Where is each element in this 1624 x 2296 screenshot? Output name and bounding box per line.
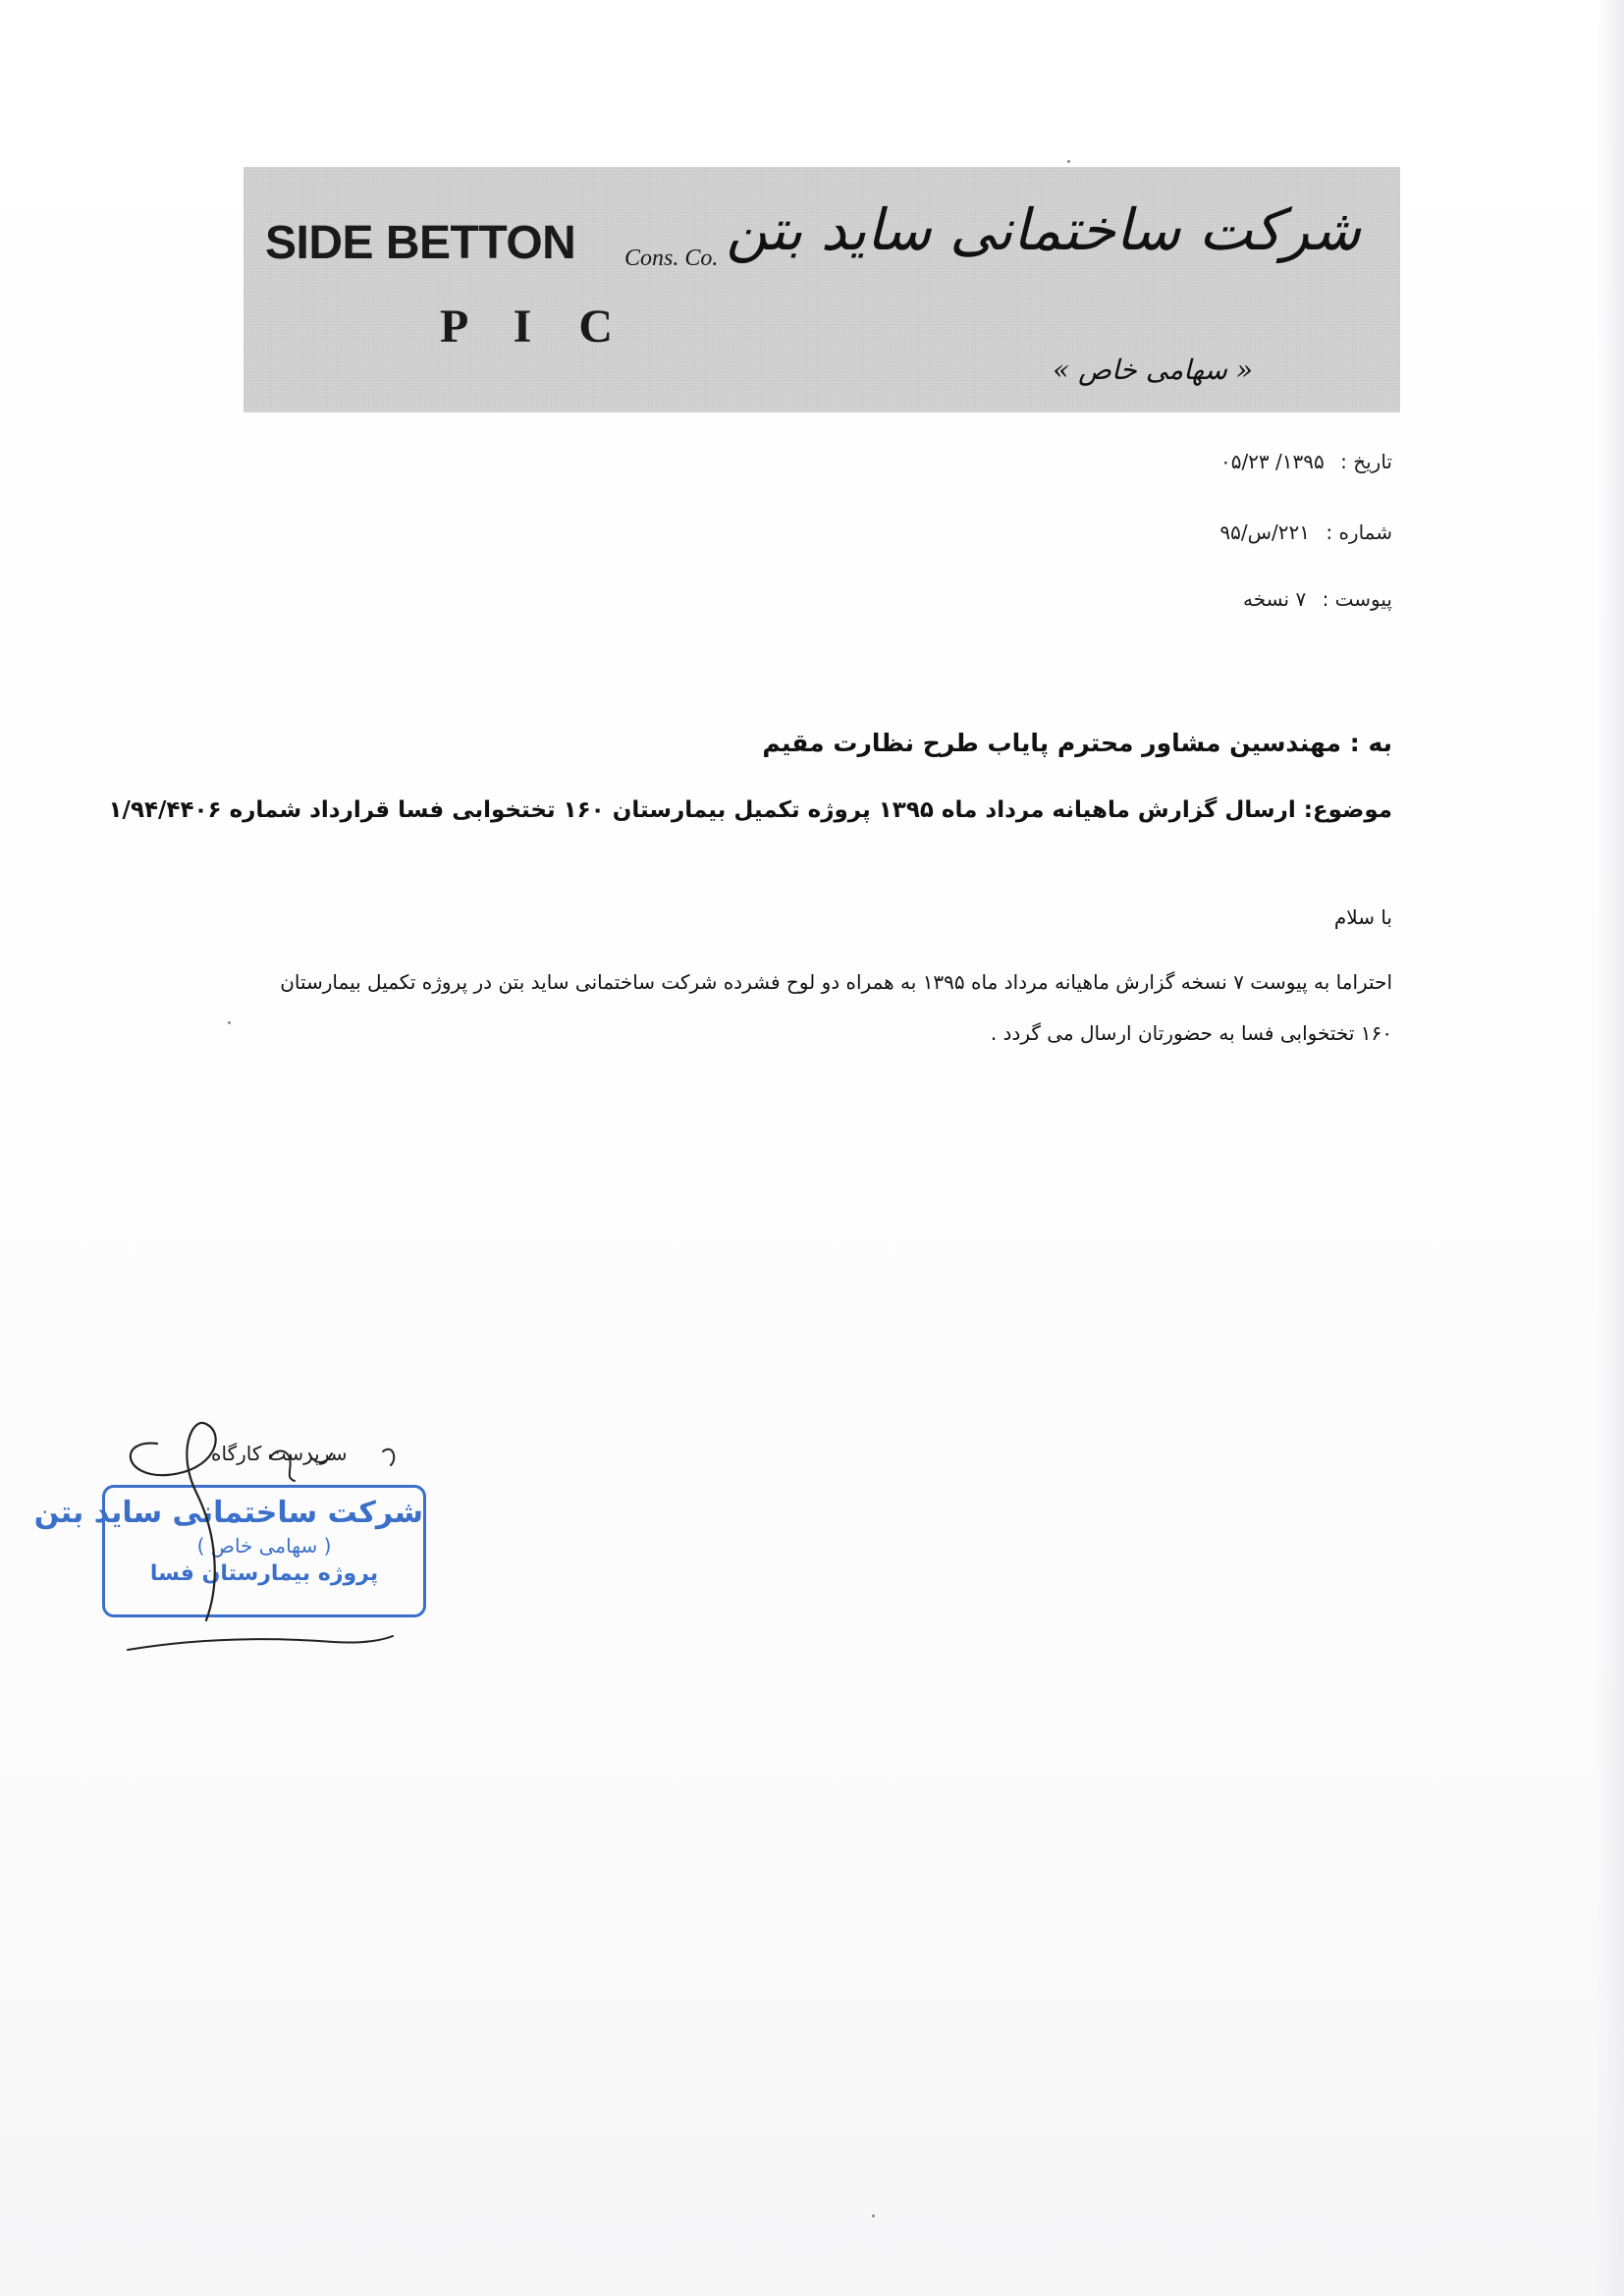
attachment-line	[1243, 587, 1392, 611]
date-label: تاریخ :	[1340, 450, 1392, 473]
scan-speck	[228, 1021, 231, 1024]
stamp-company-type: ( سهامی خاص )	[196, 1534, 332, 1558]
company-name-en: SIDE BETTON	[265, 217, 576, 269]
number-label: شماره :	[1326, 520, 1392, 544]
scan-speck	[872, 2214, 875, 2217]
signer-title: سرپرست کارگاه	[211, 1442, 348, 1465]
scan-edge-shadow	[1597, 0, 1624, 2296]
company-name-fa: شرکت ساختمانی ساید بتن	[726, 196, 1361, 263]
subject-line: موضوع: ارسال گزارش ماهیانه مرداد ماه ۱۳۹۵ پروژه تکمیل بیمارستان ۱۶۰ تختخوابی فسا قرارداد شماره ۱/۹۴/۴۴۰۶	[108, 797, 1392, 823]
attachment-value: ۷ نسخه	[1243, 587, 1307, 611]
number-value: ۲۲۱/س/۹۵	[1219, 520, 1310, 544]
date-value: ۱۳۹۵/ ۰۵/۲۳	[1219, 450, 1325, 473]
handwritten-signature	[33, 1404, 471, 1660]
body-text-line-1: احتراما به پیوست ۷ نسخه گزارش ماهیانه مرداد ماه ۱۳۹۵ به همراه دو لوح فشرده شرکت ساختمانی ساید بتن در پروژه تکمیل بیمارستان	[280, 970, 1392, 994]
stamp-company-name: شرکت ساختمانی ساید بتن	[33, 1496, 423, 1530]
recipient-line: به : مهندسین مشاور محترم پایاب طرح نظارت مقیم	[762, 729, 1392, 757]
scan-speck	[1067, 160, 1070, 163]
number-line	[1219, 520, 1392, 544]
date-line	[1220, 450, 1392, 473]
letterhead-banner	[244, 167, 1400, 412]
company-suffix-en: Cons. Co.	[624, 246, 719, 271]
company-type-fa: « سهامی خاص »	[1053, 354, 1253, 386]
company-abbr-en: P I C	[440, 301, 631, 353]
stamp-project-name: پروژه بیمارستان فسا	[149, 1561, 379, 1586]
body-text-line-2: ۱۶۰ تختخوابی فسا به حضورتان ارسال می گردد .	[990, 1021, 1392, 1045]
attachment-label: پیوست :	[1322, 587, 1392, 611]
greeting: با سلام	[1333, 905, 1392, 929]
